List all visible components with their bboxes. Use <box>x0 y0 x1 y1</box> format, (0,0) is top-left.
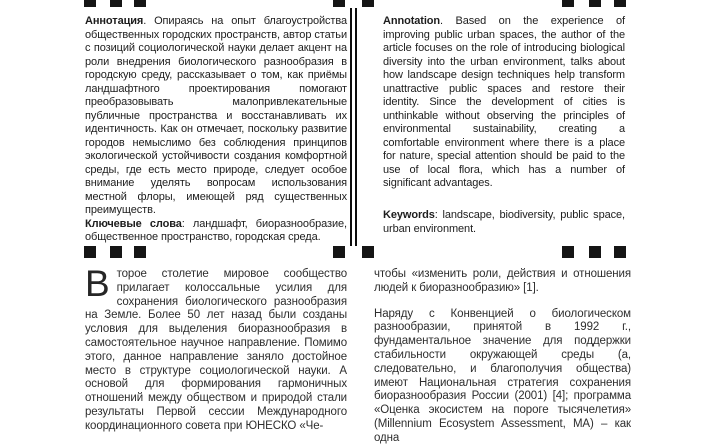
ornament-square <box>614 0 626 7</box>
annotation-column-ru <box>85 15 348 243</box>
ornament-square <box>134 0 146 7</box>
ornament-square <box>333 246 345 258</box>
ornament-square <box>562 246 574 258</box>
ornament-square <box>84 0 96 7</box>
ornament-square <box>333 0 345 7</box>
body-right-paragraph-2: Наряду с Конвенцией о биологическом разнообразии, принятой в 1992 г., фундаментальное значение для поддержки стабильности окружающей среды (а, следовательно, и благополучия общества) имеют Национальная стратегия сохранения биоразнообразия России (2001) [4]; программа «Оценка экосистем на пороге тысячелетия» (Millennium Ecosystem Assessment, MA) – как одна <box>374 307 631 444</box>
ornament-square <box>84 246 96 258</box>
ornament-square <box>589 0 601 7</box>
body-left-paragraph <box>85 263 347 434</box>
annotation-ru-text: . Опираясь на опыт благоустройства общественных городских пространств, автор статьи с позиций социологической науки делает акцент на роли внедрения биологического разнообразия в городскую среду, рассказывает о том, как приёмы ландшафтного проектирования помогают преобразовывать малопривлекательные публичные пространства и восстанавливать их идентичность. Как он отмечает, поскольку развитие городов немыслимо без соблюдения принципов экологической устойчивости создания комфортной среды, где есть место природе, следует особое внимание уделять вопросам использования местной флоры, имеющей ряд существенных преимуществ. <box>85 15 347 216</box>
ornament-square <box>614 246 626 258</box>
annotation-ru-label: Аннотация <box>85 15 144 27</box>
ornament-square <box>362 246 374 258</box>
annotation-en-label: Annotation <box>383 15 441 27</box>
annotation-en-paragraph <box>383 15 625 191</box>
annotation-ru-paragraph <box>85 15 347 218</box>
ornament-square <box>589 246 601 258</box>
keywords-en-label: Keywords <box>383 209 435 221</box>
annotation-en-text: . Based on the experience of improving public urban spaces, the author of the article focuses on the role of introducing biological diversity into the urban environment, talks about how landscape design techniques help transform unattractive public spaces and restore their identity. Since the development of cities is unthinkable without observing the principles of environmental sustainability, creating a comfortable environment where there is a place for nature, special attention should be paid to the use of local flora, which has a number of significant advantages. <box>383 15 625 189</box>
annotation-column-en <box>383 15 625 236</box>
ornament-square <box>110 0 122 7</box>
column-divider-double-rule <box>350 8 357 246</box>
keywords-en-paragraph <box>383 209 625 236</box>
keywords-en-text: : landscape, biodiversity, public space, urban environment. <box>383 209 625 235</box>
ornament-square <box>134 246 146 258</box>
keywords-ru-label: Ключевые слова <box>85 217 182 230</box>
ornament-square <box>362 0 374 7</box>
body-right-paragraph-1: чтобы «изменить роли, действия и отношения людей к биоразнообразию» [1]. <box>374 268 631 294</box>
ornament-square <box>562 0 574 7</box>
body-left-text: торое столетие мировое сообщество прилагает колоссальные усилия для сохранения биологического разнообразия на Земле. Более 50 лет назад были созданы условия для выделения биоразнообразия в самостоятельное научное направление. Помимо этого, данное направление заняло достойное место в структуре социологической науки. А основой для формирования гармоничных отношений между обществом и природой стали результаты Первой сессии Международного координационного совета при ЮНЕСКО «Че- <box>85 268 347 432</box>
keywords-ru-paragraph <box>85 218 347 245</box>
keywords-ru-text: : ландшафт, биоразнообразие, общественное пространство, городская среда. <box>85 217 348 243</box>
body-column-right <box>374 268 631 444</box>
ornament-square <box>110 246 122 258</box>
body-column-left <box>85 263 347 432</box>
drop-cap: В <box>85 263 110 304</box>
